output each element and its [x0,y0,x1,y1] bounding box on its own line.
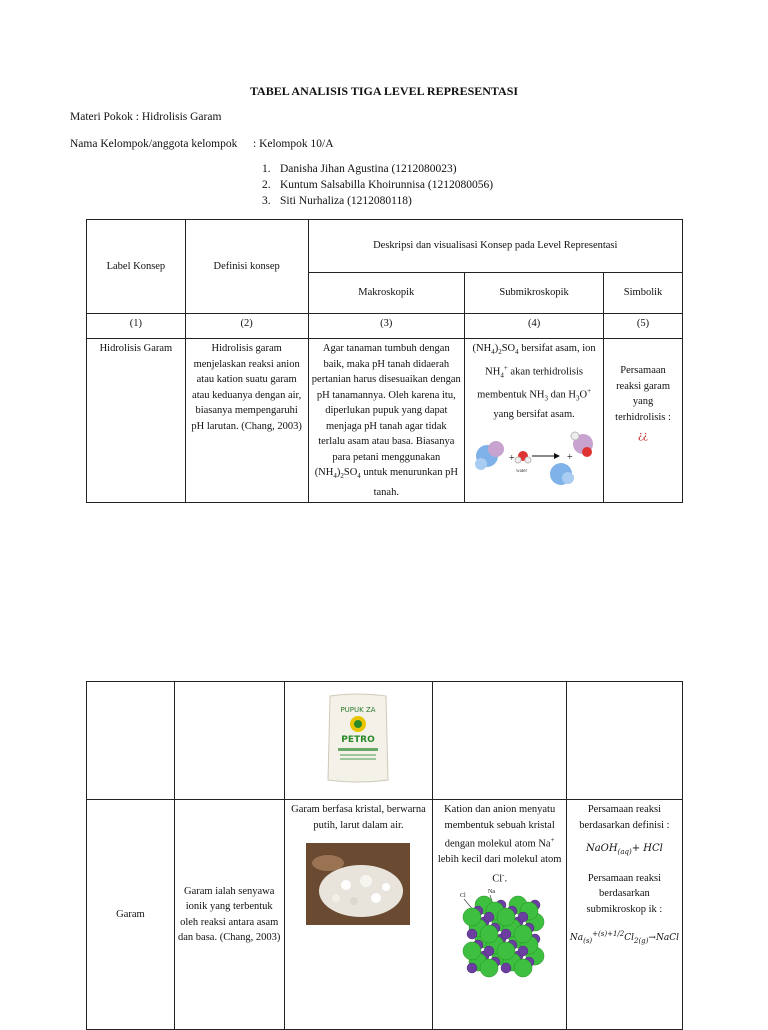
chloride-ion [514,925,532,943]
col-number: (2) [185,314,308,339]
cell-simbolik [566,800,682,1030]
list-item: 1. Danisha Jihan Agustina (1212080023) [262,163,457,175]
svg-text:Cl: Cl [459,892,466,899]
svg-text:Na: Na [487,888,495,895]
analysis-table-2 [86,681,683,1030]
hydrolysis-diagram [468,426,600,494]
cell-submikroskopik: $(NH_4)_2SO_4$ bersifat asam, ion $NH_4^+$ akan terhidrolisis membentuk $NH_3$ dan $H_3O^+$ yang bersifat asam. + water + [465,339,604,503]
page-title: TABEL ANALISIS TIGA LEVEL REPRESENTASI [249,84,519,98]
cell-simbolik [604,339,683,503]
chloride-ion [497,908,515,926]
cell-label: Garam [87,800,175,1030]
sodium-ion [501,963,511,973]
col-number: (4) [465,314,604,339]
analysis-table-1 [86,219,683,503]
kelompok-value: : Kelompok 10/A [253,138,334,150]
empty-cell [174,682,284,800]
sodium-ion [518,912,528,922]
chloride-ion [497,942,515,960]
sub-text: Kation dan anion menyatu membentuk sebuah kristal dengan molekul atom Na+ lebih kecil dari molekul atom Cl-. [437,804,562,884]
sodium-ion [467,929,477,939]
sodium-ion [501,929,511,939]
fertilizer-bag-image [326,692,390,784]
materi-line: Materi Pokok : Hidrolisis Garam [70,111,222,123]
cell-submikroskopik [433,800,566,1030]
header-deskripsi: Deskripsi dan visualisasi Konsep pada Level Representasi [308,220,682,273]
cell-definition: Hidrolisis garam menjelaskan reaksi anion atau kation suatu garam atau keduanya dengan air, biasanya mempengaruhi pH larutan. (Chang, 2003) [185,339,308,503]
col-number: (5) [604,314,683,339]
sodium-ion [484,912,494,922]
salt-crystals-image [306,843,410,925]
header-definisi: Definisi konsep [185,220,308,314]
header-makroskopik: Makroskopik [308,273,465,314]
list-item: 3. Siti Nurhaliza (1212080118) [262,195,412,207]
col-number: (1) [87,314,186,339]
simbolik-text: Persamaan reaksi garam yang terhidrolisis : [615,365,671,423]
sodium-ion [484,946,494,956]
empty-cell [566,682,682,800]
chloride-ion [480,959,498,977]
equation-definisi: NaOH$_{(aq)}$+ HCl [585,843,663,856]
fertilizer-bag-cell [284,682,433,800]
sim-text-a: Persamaan reaksi berdasarkan definisi : [579,804,670,831]
header-submikroskopik: Submikroskopik [465,273,604,314]
header-label-konsep: Label Konsep [87,220,186,314]
sodium-ion [467,963,477,973]
member-list [262,161,493,209]
kelompok-label: Nama Kelompok/anggota kelompok [70,138,238,150]
empty-cell [433,682,566,800]
sodium-ion [518,946,528,956]
chloride-ion [463,908,481,926]
svg-text:+: + [567,452,573,464]
chloride-ion [480,925,498,943]
simbolik-glyph: ¿¿ [638,429,648,441]
makro-text: Garam berfasa kristal, berwarna putih, larut dalam air. [291,804,426,831]
chloride-ion [463,942,481,960]
cell-makroskopik [284,800,433,1030]
header-simbolik: Simbolik [604,273,683,314]
svg-text:PUPUK ZA: PUPUK ZA [340,705,377,714]
hydrolysis-illustration [469,426,599,488]
cell-makroskopik: Agar tanaman tumbuh dengan baik, maka pH tanah didaerah pertanian harus disesuaikan dengan pH tanamannya. Oleh karena itu, diperlukan pupuk yang dapat menjaga pH tanah agar tidak terlalu asam atau basa. Biasanya para petani menggunakan $(NH_4)_2SO_4$ untuk menurunkan pH tanah. [308,339,465,503]
svg-text:water: water [516,469,528,475]
nacl-lattice-image [450,887,550,987]
lattice-atoms [463,896,544,977]
empty-cell [87,682,175,800]
cell-label: Hidrolisis Garam [87,339,186,503]
list-item: 2. Kuntum Salsabilla Khoirunnisa (1212080056) [262,179,494,191]
equation-submikroskopik: $Na_{(s)}^{+(s)+1/2}Cl_{2(g)}\to NaCl$ [569,930,679,945]
sim-text-b: Persamaan reaksi berdasarkan submikroskop ik : [586,872,663,915]
svg-text:+: + [509,453,515,465]
chloride-ion [514,959,532,977]
svg-text:PETRO: PETRO [341,734,376,745]
col-number: (3) [308,314,465,339]
cell-definition: Garam ialah senyawa ionik yang terbentuk oleh reaksi antara asam dan basa. (Chang, 2003) [174,800,284,1030]
